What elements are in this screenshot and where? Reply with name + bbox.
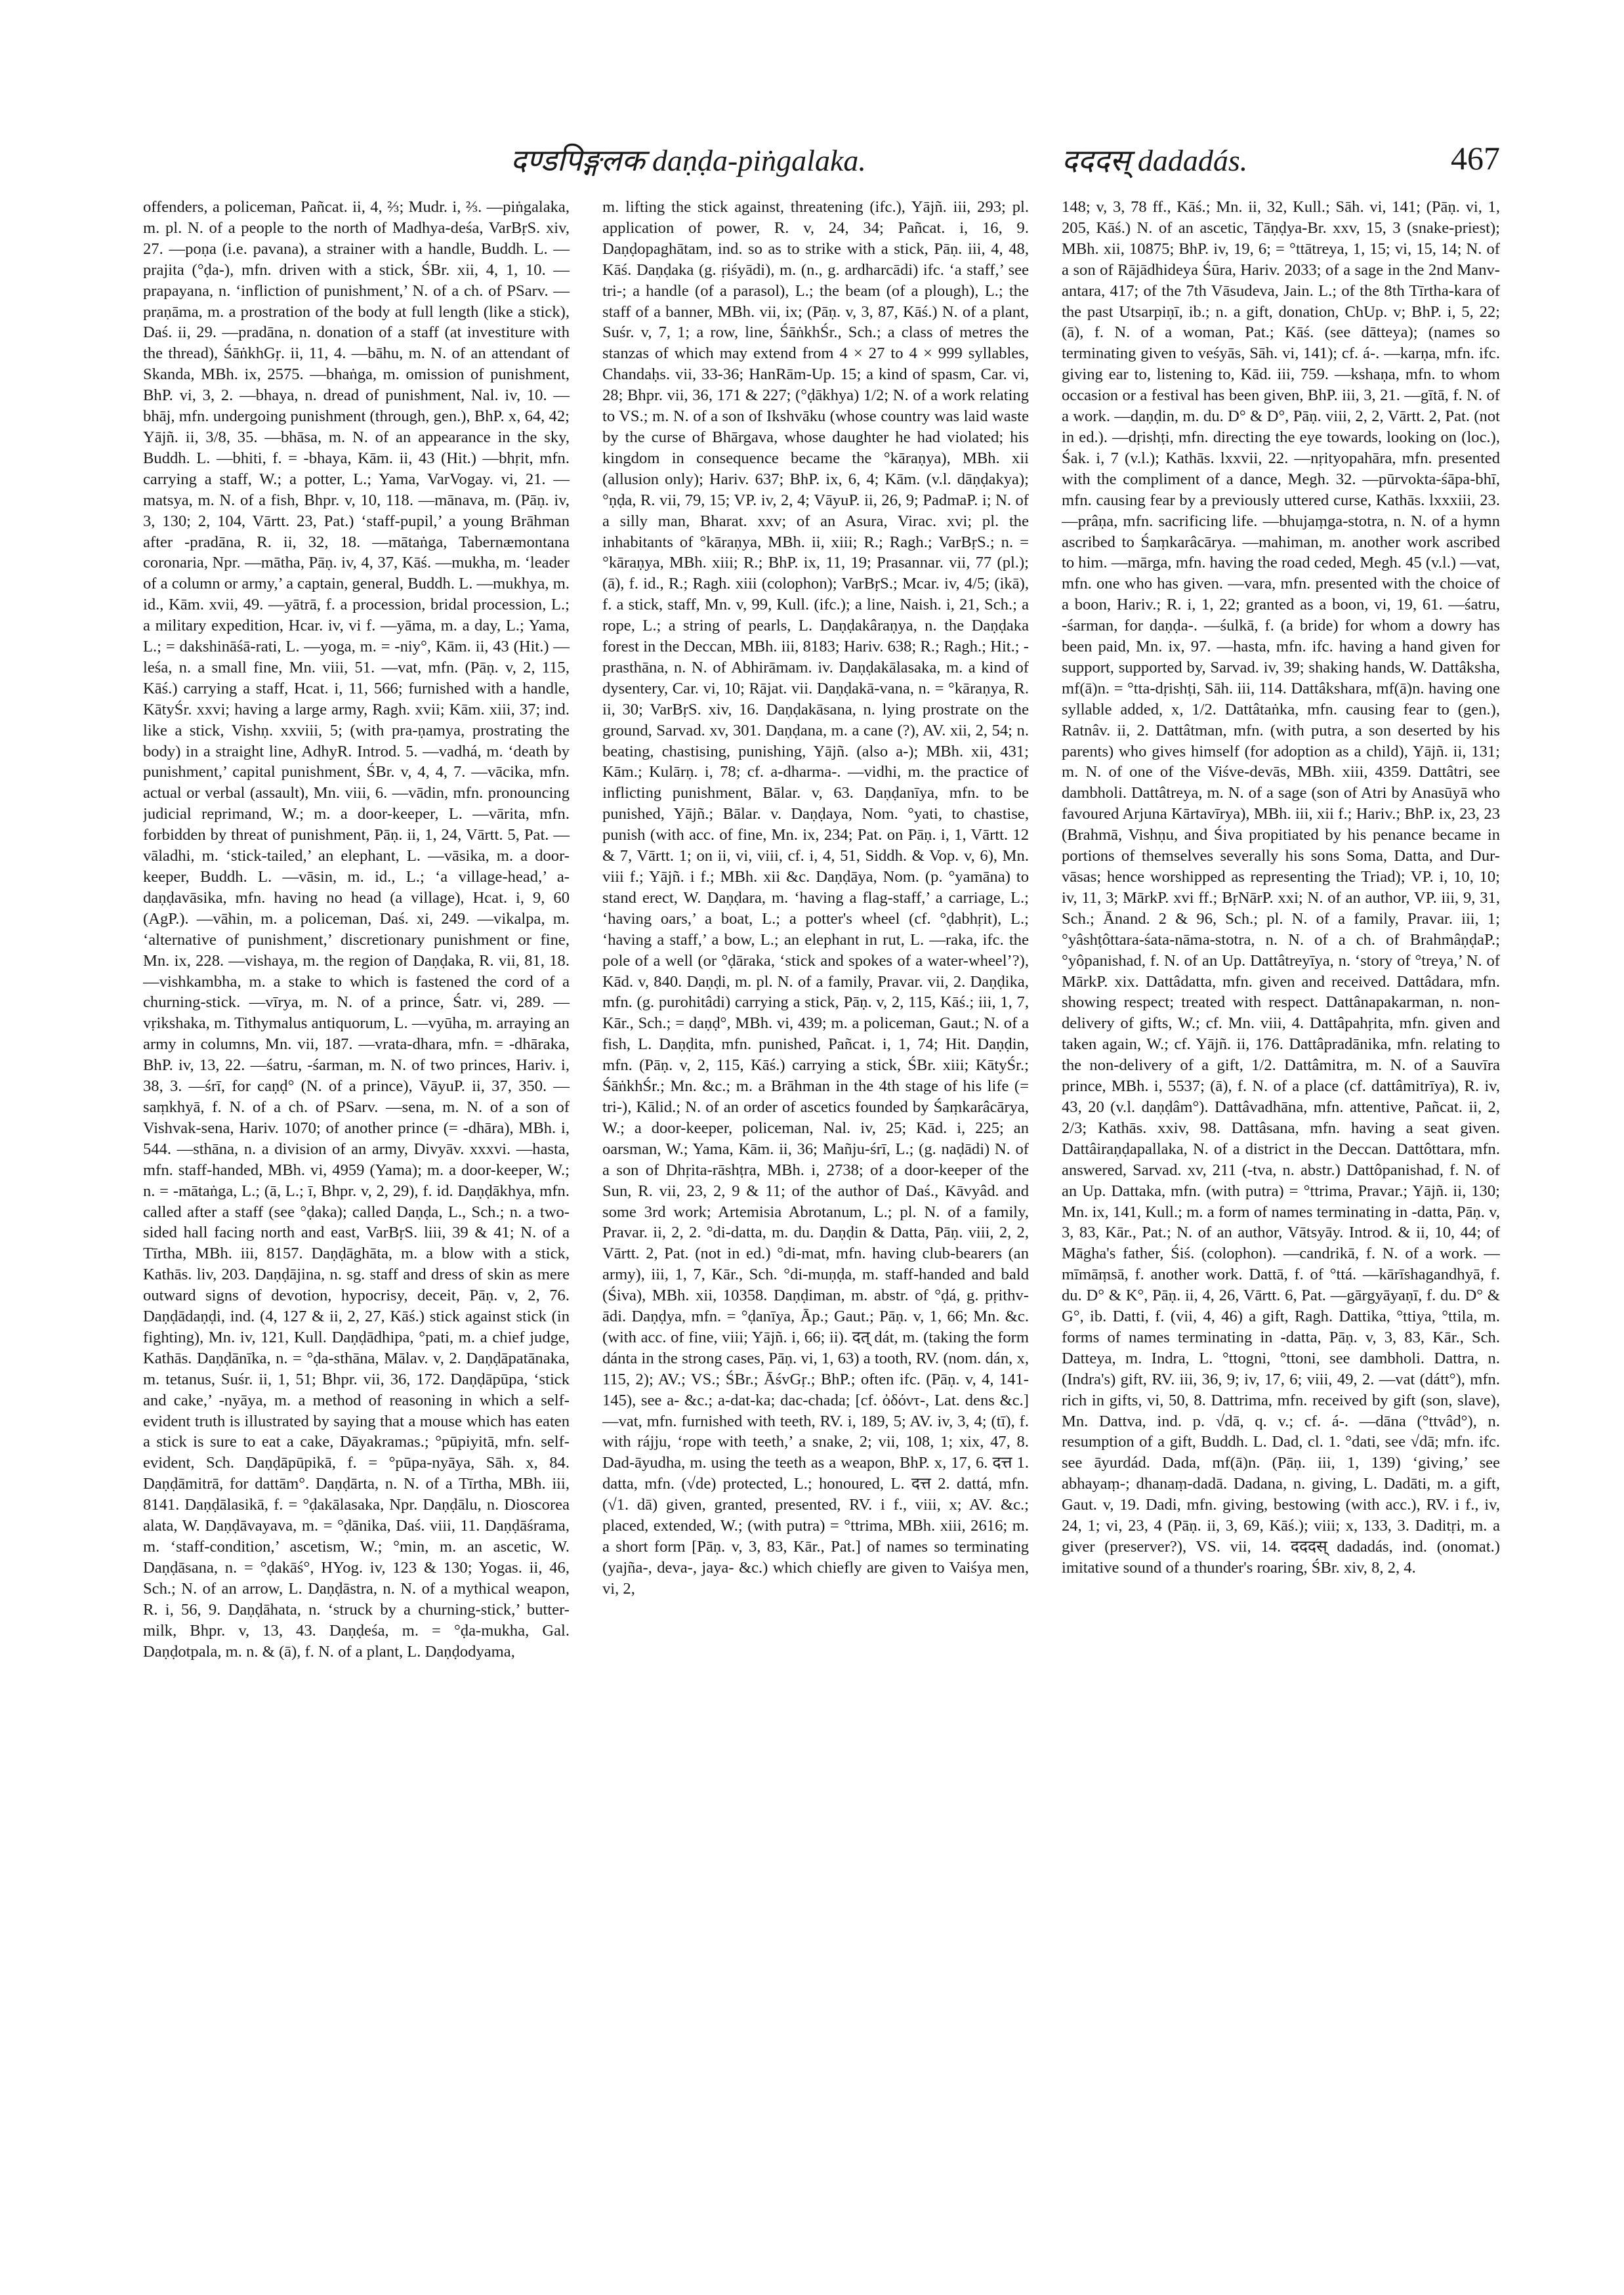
page-number: 467 [1451,140,1500,176]
column-3-text: 148; v, 3, 78 ff., Kāś.; Mn. ii, 32, Kull.; Sāh. vi, 141; (Pāṇ. vi, 1, 205, Kāś.) N. of an ascetic, Tāṇḍya-Br. xxv, 15, 3 (snake-priest); MBh. xii, 10875; BhP. iv, 19, 6; = °ttātreya, 1, 15; vi, 15, 14; N. of a son of Rājādhideya Śūra, Hariv. 2033; of a sage in the 2nd Manv-antara, 417; of the 7th Vāsudeva, Jain. L.; of the 8th Tīrtha-kara of the past Utsarpiṇī, ib.; n. a gift, donation, ChUp. v; BhP. i, 5, 22; (ā), f. N. of a woman, Pat.; Kāś. (see dātteya); (names so terminating given to veśyās, Sāh. vi, 141); cf. á-. —karṇa, mfn. ifc. giving ear to, listening to, Kād. iii, 759. —kshaṇa, mfn. to whom occasion or a festival has been given, BhP. iii, 3, 21. —gītā, f. N. of a work. —daṇḍin, m. du. D° & D°, Pāṇ. viii, 2, 2, Vārtt. 2, Pat. (not in ed.). —dṛishṭi, mfn. directing the eye towards, looking on (loc.), Śak. i, 7 (v.l.); Kathās. lxxvii, 22. —nṛityopahāra, mfn. presented with the compliment of a dance, Megh. 32. —pūrvokta-śāpa-bhī, mfn. causing fear by a previously uttered curse, Kathās. lxxxiii, 23. —prâṇa, mfn. sacrificing life. —bhujaṃga-stotra, n. N. of a hymn ascribed to Śaṃkarâcārya. —mahiman, m. another work ascribed to him. —mārga, mfn. having the road ceded, Megh. 45 (v.l.) —vat, mfn. one who has given. —vara, mfn. presented with the choice of a boon, Hariv.; R. i, 1, 22; granted as a boon, vi, 19, 61. —śatru, -śarman, for daṇḍa-. —śulkā, f. (a bride) for whom a dowry has been paid, Mn. ix, 97. —hasta, mfn. ifc. having a hand given for support, supported by, Sarvad. iv, 39; shaking hands, W. Dattâksha, mf(ā)n. = °tta-dṛishṭi, Sāh. iii, 114. Dattâkshara, mf(ā)n. having one syllable added, x, 1/2. Dattâtaṅka, mfn. causing fear to (gen.), Ratnâv. ii, 2. Dattâtman, mfn. (with putra, a son deserted by his parents) who gives himself (for adoption as a child), Yājñ. ii, 131; m. N. of one of the Viśve-devās, MBh. xiii, 4359. Dattâtri, see dambholi. Dattâtreya, m. N. of a sage (son of Atri by Anasūyā who favoured Arjuna Kārtavīrya), MBh. iii, xii f.; Hariv.; BhP. ix, 23, 23 (Brahmā, Vishṇu, and Śiva propitiated by his penance became in portions of themselves severally his sons Soma, Datta, and Dur-vāsas; hence worshipped as representing the Triad); VP. i, 10, 10; iv, 11, 3; MārkP. xvi ff.; BṛNārP. xxi; N. of an author, VP. iii, 9, 31, Sch.; Ānand. 2 & 96, Sch.; pl. N. of a family, Pravar. iii, 1; °yâshṭôttara-śata-nāma-stotra, n. N. of a ch. of BrahmâṇḍaP.; °yôpanishad, f. N. of an Up. Dattâtreyīya, n. ‘story of °treya,’ N. of MārkP. xix. Dattâdatta, mfn. given and received. Dattâdara, mfn. showing respect; treated with respect. Dattânapakarman, n. non-delivery of gifts, W.; cf. Mn. viii, 4. Dattâpahṛita, mfn. given and taken again, W.; cf. Yājñ. ii, 176. Dattâpradānika, mfn. relating to the non-delivery of a gift, 1/2. Dattâmitra, m. N. of a Sauvīra prince, MBh. i, 5537; (ā), f. N. of a place (cf. dattâmitrīya), R. iv, 43, 20 (v.l. daṇḍâm°). Dattâvadhāna, mfn. attentive, Pañcat. ii, 2, 2/3; Kathās. xxiv, 98. Dattâsana, mfn. having a seat given. Dattâiraṇḍapallaka, N. of a district in the Deccan. Dattôttara, mfn. answered, Sarvad. xv, 211 (-tva, n. abstr.) Dattôpanishad, f. N. of an Up. Dattaka, mfn. (with putra) = °ttrima, Pravar.; Yājñ. ii, 130; Mn. ix, 141, Kull.; m. a form of names terminating in -datta, Pāṇ. v, 3, 83, Kār., Pat.; N. of an author, Vātsyāy. Introd. & ii, 10, 44; of Māgha's father, Śiś. (colophon). —candrikā, f. N. of a work. —mīmāṃsā, f. another work. Dattā, f. of °ttá. —kārīshagandhyā, f. du. D° & K°, Pāṇ. ii, 4, 26, Vārtt. 6, Pat. —gārgyāyaṇī, f. du. D° & G°, ib. Datti, f. (vii, 4, 46) a gift, Ragh. Dattika, °ttiya, °ttila, m. forms of names terminating in -datta, Pāṇ. v, 3, 83, Kār., Sch. Datteya, m. Indra, L. °ttogni, °ttoni, see dambholi. Dattra, n. (Indra's) gift, RV. iii, 36, 9; iv, 17, 6; viii, 49, 2. —vat (dátt°), mfn. rich in gifts, vi, 50, 8. Dattrima, mfn. received by gift (son, slave), Mn. Dattva, ind. p. √dā, q. v.; cf. á-. —dāna (°ttvâd°), n. resumption of a gift, Buddh. L. Dad, cl. 1. °dati, see √dā; mfn. ifc. see āyurdád. Dada, mf(ā)n. (Pāṇ. iii, 1, 139) ‘giving,’ see abhayaṃ-; dhanaṃ-dadā. Dadana, n. giving, L. Dadāti, m. a gift, Gaut. v, 19. Dadi, mfn. giving, bestowing (with acc.), RV. i f., iv, 24, 1; vi, 23, 4 (Pāṇ. ii, 3, 69, Kāś.); viii; x, 133, 3. Daditṛi, m. a giver (preserver?), VS. vii, 14. दददस् dadadás, ind. (onomat.) imitative sound of a thunder's roaring, ŚBr. xiv, 8, 2, 4. [1062,198,1500,1577]
dictionary-columns [143,197,1500,2244]
column-1 [143,197,570,2244]
column-2-text: m. lifting the stick against, threatening (ifc.), Yājñ. iii, 293; pl. application of power, R. v, 24, 34; Pañcat. i, 16, 9. Daṇḍopaghātam, ind. so as to strike with a stick, Pāṇ. iii, 4, 48, Kāś. Daṇḍaka (g. ṛiśyādi), m. (n., g. ardharcādi) ifc. ‘a staff,’ see tri-; a handle (of a parasol), L.; the beam (of a plough), L.; the staff of a banner, MBh. vii, ix; (Pāṇ. v, 3, 87, Kāś.) N. of a plant, Suśr. v, 7, 1; a row, line, ŚāṅkhŚr., Sch.; a class of metres the stanzas of which may extend from 4 × 27 to 4 × 999 syllables, Chandaḥs. vii, 33-36; HanRām-Up. 15; a kind of spasm, Car. vi, 28; Bhpr. vii, 36, 171 & 227; (°ḍākhya) 1/2; N. of a work relating to VS.; m. N. of a son of Ikshvāku (whose country was laid waste by the curse of Bhārgava, whose daughter he had violated; his kingdom in consequence became the °kāraṇya), MBh. xii (allusion only); Hariv. 637; BhP. ix, 6, 4; Kām. (v.l. dāṇḍakya); °ṇḍa, R. vii, 79, 15; VP. iv, 2, 4; VāyuP. ii, 26, 9; PadmaP. i; N. of a silly man, Bharat. xxv; of an Asura, Virac. xvi; pl. the inhabitants of °kāraṇya, MBh. ii, xiii; R.; Ragh.; VarBṛS.; n. = °kāraṇya, MBh. xiii; R.; BhP. ix, 11, 19; Prasannar. vii, 77 (pl.); (ā), f. id., R.; Ragh. xiii (colophon); VarBṛS.; Mcar. iv, 4/5; (ikā), f. a stick, staff, Mn. v, 99, Kull. (ifc.); a line, Naish. i, 21, Sch.; a rope, L.; a string of pearls, L. Daṇḍakâraṇya, n. the Daṇḍaka forest in the Deccan, MBh. iii, 8183; Hariv. 638; R.; Ragh.; Hit.; -prasthāna, n. N. of Abhirāmam. iv. Daṇḍakālasaka, m. a kind of dysentery, Car. vi, 10; Rājat. vii. Daṇḍakā-vana, n. = °kāraṇya, R. ii, 30; VarBṛS. xiv, 16. Daṇḍakāsana, n. lying prostrate on the ground, Sarvad. xv, 301. Daṇḍana, m. a cane (?), AV. xii, 2, 54; n. beating, chastising, punishing, Yājñ. (also a-); MBh. xii, 431; Kām.; Kulārṇ. i, 78; cf. a-dharma-. —vidhi, m. the practice of inflicting punishment, Bālar. v, 63. Daṇḍanīya, mfn. to be punished, Yājñ.; Bālar. v. Daṇḍaya, Nom. °yati, to chastise, punish (with acc. of fine, Mn. ix, 234; Pat. on Pāṇ. i, 1, Vārtt. 12 & 7, Vārtt. 1; on ii, vi, viii, cf. i, 4, 51, Siddh. & Vop. v, 6), Mn. viii f.; Yājñ. i f.; MBh. xii &c. Daṇḍāya, Nom. (p. °yamāna) to stand erect, W. Daṇḍara, m. ‘having a flag-staff,’ a carriage, L.; ‘having oars,’ a boat, L.; a potter's wheel (cf. °ḍabhṛit), L.; ‘having a staff,’ a bow, L.; an elephant in rut, L. —raka, ifc. the pole of a well (or °ḍāraka, ‘stick and spokes of a water-wheel’?), Kād. v, 840. Daṇḍi, m. pl. N. of a family, Pravar. vii, 2. Daṇḍika, mfn. (g. purohitâdi) carrying a stick, Pāṇ. v, 2, 115, Kāś.; iii, 1, 7, Kār., Sch.; = daṇḍ°, MBh. vi, 439; m. a policeman, Gaut.; N. of a fish, L. Daṇḍita, mfn. punished, Pañcat. i, 1, 74; Hit. Daṇḍin, mfn. (Pāṇ. v, 2, 115, Kāś.) carrying a stick, ŚBr. xiii; KātyŚr.; ŚāṅkhŚr.; Mn. &c.; m. a Brāhman in the 4th stage of his life (= tri-), Kālid.; N. of an order of ascetics founded by Śaṃkarâcārya, W.; a door-keeper, policeman, Nal. iv, 25; Kād. i, 225; an oarsman, W.; Yama, Kām. ii, 36; Mañju-śrī, L.; (g. naḍādi) N. of a son of Dhṛita-rāshṭra, MBh. i, 2738; of a door-keeper of the Sun, R. vii, 23, 2, 9 & 11; of the author of Daś., Kāvyâd. and some 3rd work; Artemisia Abrotanum, L.; pl. N. of a family, Pravar. ii, 2, 2. °di-datta, m. du. Daṇḍin & Datta, Pāṇ. viii, 2, 2, Vārtt. 2, Pat. (not in ed.) °di-mat, mfn. having club-bearers (an army), iii, 1, 7, Kār., Sch. °di-muṇḍa, m. staff-handed and bald (Śiva), MBh. xii, 10358. Daṇḍiman, m. abstr. of °ḍá, g. pṛithv-ādi. Daṇḍya, mfn. = °ḍanīya, Āp.; Gaut.; Pāṇ. v, 1, 66; Mn. &c. (with acc. of fine, viii; Yājñ. i, 66; ii). दत् dát, m. (taking the form dánta in the strong cases, Pāṇ. vi, 1, 63) a tooth, RV. (nom. dán, x, 115, 2); AV.; VS.; ŚBr.; ĀśvGṛ.; BhP.; often ifc. (Pāṇ. v, 4, 141-145), see a- &c.; a-dat-ka; dac-chada; [cf. ὀδόντ-, Lat. dens &c.] —vat, mfn. furnished with teeth, RV. i, 189, 5; AV. iv, 3, 4; (tī), f. with rájju, ‘rope with teeth,’ a snake, 2; vii, 108, 1; xix, 47, 8. Dad-āyudha, m. using the teeth as a weapon, BhP. x, 17, 6. दत्त 1. datta, mfn. (√de) protected, L.; honoured, L. दत्त 2. dattá, mfn. (√1. dā) given, granted, presented, RV. i f., viii, x; AV. &c.; placed, extended, W.; (with putra) = °ttrima, MBh. xiii, 2616; m. a short form [Pāṇ. v, 3, 83, Kār., Pat.] of names so terminating (yajña-, deva-, jaya- &c.) which chiefly are given to Vaiśya men, vi, 2, [602,198,1029,1598]
head-left: दण्डपिङ्गलक daṇḍa-piṅgalaka. [510,144,866,177]
column-1-text: offenders, a policeman, Pañcat. ii, 4, ⅔; Mudr. i, ⅔. —piṅgalaka, m. pl. N. of a people to the north of Madhya-deśa, VarBṛS. xiv, 27. —poṇa (i.e. pavana), a strainer with a handle, Buddh. L. —prajita (°ḍa-), mfn. driven with a stick, ŚBr. xii, 4, 1, 10. —prapayana, n. ‘infliction of punishment,’ N. of a ch. of PSarv. —praṇāma, m. a prostration of the body at full length (like a stick), Daś. ii, 29. —pradāna, n. donation of a staff (at investiture with the thread), ŚāṅkhGṛ. ii, 11, 4. —bāhu, m. N. of an attendant of Skanda, MBh. ix, 2575. —bhaṅga, m. omission of punishment, BhP. vi, 3, 2. —bhaya, n. dread of punishment, Nal. iv, 10. —bhāj, mfn. undergoing punishment (through, gen.), BhP. x, 64, 42; Yājñ. ii, 3/8, 35. —bhāsa, m. N. of an appearance in the sky, Buddh. L. —bhiti, f. = -bhaya, Kām. ii, 43 (Hit.) —bhṛit, mfn. carrying a staff, W.; a potter, L.; Yama, VarVogay. vi, 21. —matsya, m. N. of a fish, Bhpr. v, 10, 118. —mānava, m. (Pāṇ. iv, 3, 130; 2, 104, Vārtt. 23, Pat.) ‘staff-pupil,’ a young Brāhman after -pradāna, R. ii, 32, 18. —mātaṅga, Tabernæmontana coronaria, Npr. —mātha, Pāṇ. iv, 4, 37, Kāś. —mukha, m. ‘leader of a column or army,’ a captain, general, Buddh. L. —mukhya, m. id., Kām. xvii, 49. —yātrā, f. a procession, bridal procession, L.; a military expedition, Hcar. iv, vi f. —yāma, m. a day, L.; Yama, L.; = dakshināśā-rati, L. —yoga, m. = -niy°, Kām. ii, 43 (Hit.) —leśa, n. a small fine, Mn. viii, 51. —vat, mfn. (Pāṇ. v, 2, 115, Kāś.) carrying a staff, Hcat. i, 11, 566; furnished with a handle, KātyŚr. xxvi; having a large army, Ragh. xvii; Kām. xiii, 37; ind. like a stick, Vishṇ. xxviii, 5; (with pra-ṇamya, prostrating the body) in a straight line, AdhyR. Introd. 5. —vadhá, m. ‘death by punishment,’ capital punishment, ŚBr. v, 4, 4, 7. —vācika, mfn. actual or verbal (assault), Mn. viii, 6. —vādin, mfn. pronouncing judicial reprimand, W.; m. a door-keeper, L. —vārita, mfn. forbidden by threat of punishment, Pāṇ. ii, 1, 24, Vārtt. 5, Pat. —vāladhi, m. ‘stick-tailed,’ an elephant, L. —vāsika, m. a door-keeper, Buddh. L. —vāsin, m. id., L.; ‘a village-head,’ a-daṇḍavāsika, mfn. having no head (a village), Hcat. i, 9, 60 (AgP.). —vāhin, m. a policeman, Daś. xi, 249. —vikalpa, m. ‘alternative of punishment,’ discretionary punishment or fine, Mn. ix, 228. —vishaya, m. the region of Daṇḍaka, R. vii, 81, 18. —vishkambha, m. a stake to which is fastened the cord of a churning-stick. —vīrya, m. N. of a prince, Śatr. vi, 289. —vṛikshaka, m. Tithymalus antiquorum, L. —vyūha, m. arraying an army in columns, Mn. vii, 187. —vrata-dhara, mfn. = -dhāraka, BhP. iv, 13, 22. —śatru, -śarman, m. N. of two princes, Hariv. i, 38, 3. —śrī, for caṇḍ° (N. of a prince), VāyuP. ii, 37, 350. —saṃkhyā, f. N. of a ch. of PSarv. —sena, m. N. of a son of Vishvak-sena, Hariv. 1070; of another prince (= -dhāra), MBh. i, 544. —sthāna, n. a division of an army, Divyāv. xxxvi. —hasta, mfn. staff-handed, MBh. vi, 4959 (Yama); m. a door-keeper, W.; n. = -mātaṅga, L.; (ā, L.; ī, Bhpr. v, 2, 29), f. id. Daṇḍākhya, mfn. called after a staff (see °ḍaka); called Daṇḍa, L., Sch.; n. a two-sided hall facing north and east, VarBṛS. liii, 39 & 41; N. of a Tīrtha, MBh. iii, 8157. Daṇḍāghāta, m. a blow with a stick, Kathās. liv, 203. Daṇḍājina, n. sg. staff and dress of skin as mere outward signs of devotion, hypocrisy, deceit, Pāṇ. v, 2, 76. Daṇḍādaṇḍi, ind. (4, 127 & ii, 2, 27, Kāś.) stick against stick (in fighting), Mn. iv, 121, Kull. Daṇḍādhipa, °pati, m. a chief judge, Kathās. Daṇḍānīka, n. = °ḍa-sthāna, Mālav. v, 2. Daṇḍāpatānaka, m. tetanus, Suśr. ii, 1, 51; Bhpr. vii, 36, 172. Daṇḍāpūpa, ‘stick and cake,’ -nyāya, m. a method of reasoning in which a self-evident truth is illustrated by saying that a mouse which has eaten a stick is sure to eat a cake, Dāyakramas.; °pūpiyitā, mfn. self-evident, Sch. Daṇḍāpūpikā, f. = °pūpa-nyāya, Sāh. x, 84. Daṇḍāmitrā, for dattām°. Daṇḍārta, n. N. of a Tīrtha, MBh. iii, 8141. Daṇḍālasikā, f. = °ḍakālasaka, Npr. Daṇḍālu, n. Dioscorea alata, W. Daṇḍāvayava, m. = °ḍānika, Daś. viii, 11. Daṇḍāśrama, m. ‘staff-condition,’ ascetism, W.; °min, m. an ascetic, W. Daṇḍāsana, n. = °ḍakāś°, HYog. iv, 123 & 130; Yogas. ii, 46, Sch.; N. of an arrow, L. Daṇḍāstra, n. N. of a mythical weapon, R. i, 56, 9. Daṇḍāhata, n. ‘struck by a churning-stick,’ butter-milk, Bhpr. v, 13, 43. Daṇḍeśa, m. = °ḍa-mukha, Gal. Daṇḍotpala, m. n. & (ā), f. N. of a plant, L. Daṇḍodyama, [143,198,570,1661]
running-head [143,139,1500,185]
column-2 [602,197,1029,2244]
column-3 [1062,197,1500,2244]
head-right: दददस् dadadás. [1062,144,1248,177]
